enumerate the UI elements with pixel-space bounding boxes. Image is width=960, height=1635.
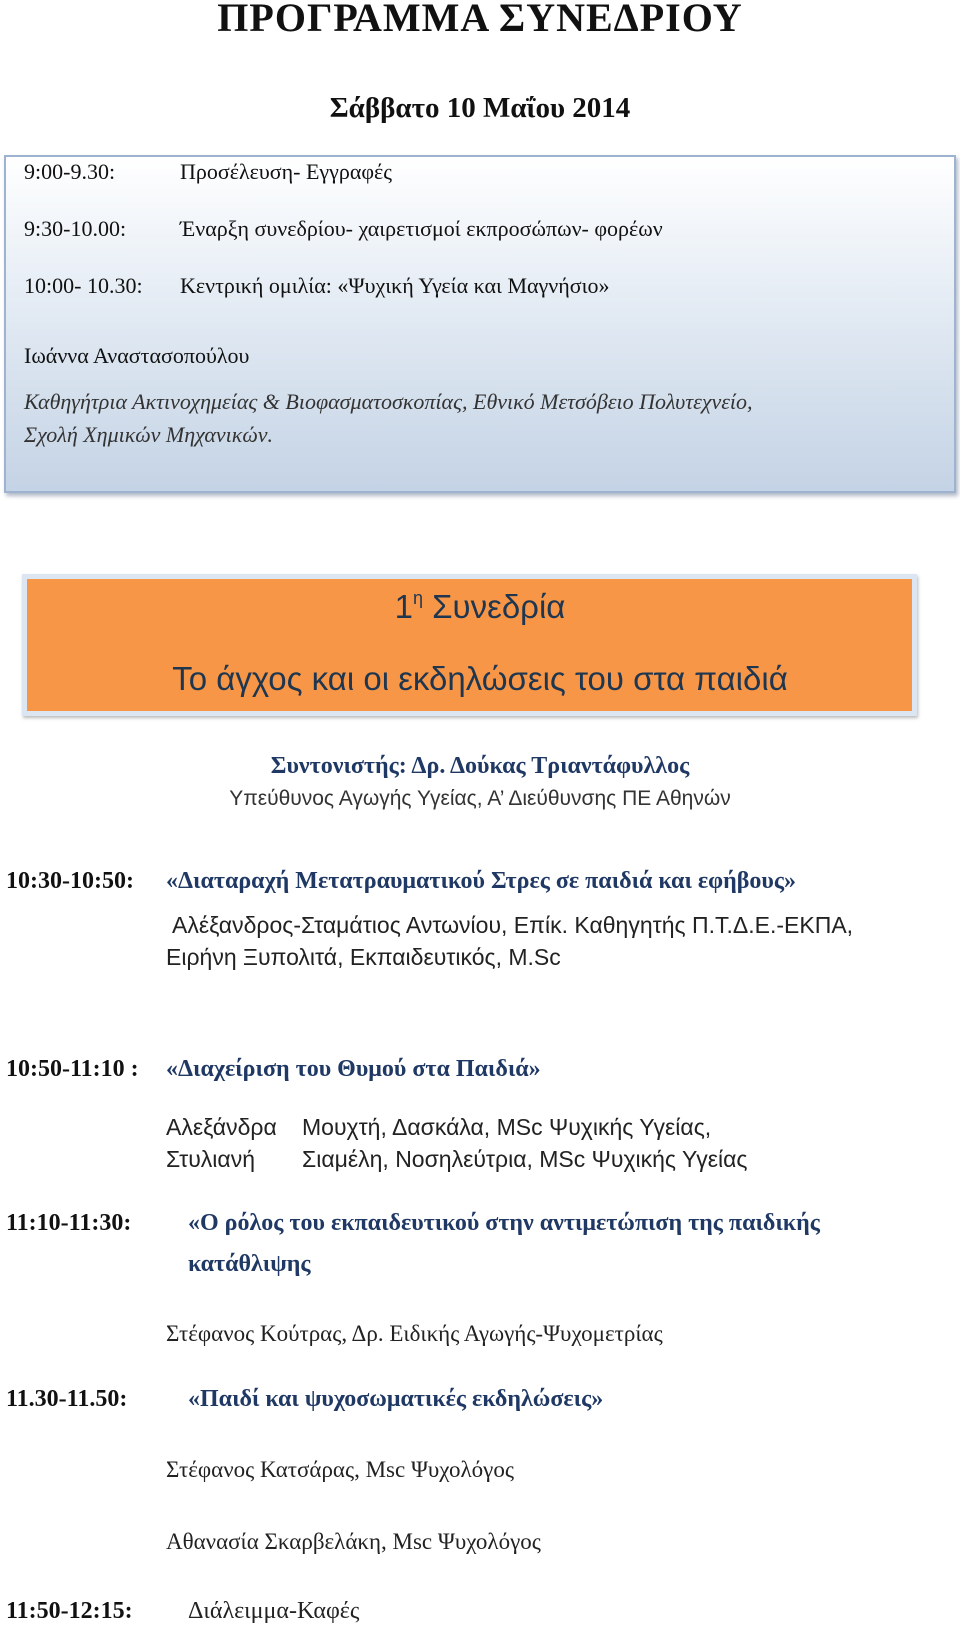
opening-text-3: Κεντρική ομιλία: «Ψυχική Υγεία και Μαγνήσιο» bbox=[180, 273, 610, 298]
coordinator-prefix: Συντονιστής: bbox=[270, 753, 412, 779]
speaker-first-name: Αλεξάνδρα bbox=[166, 1114, 277, 1140]
opening-text-2: Έναρξη συνεδρίου- χαιρετισμοί εκπροσώπων- φορέων bbox=[180, 216, 663, 241]
talk-speaker: Αθανασία Σκαρβελάκη, Msc Ψυχολόγος bbox=[166, 1529, 541, 1554]
talk-time: 11:10-11:30: bbox=[6, 1210, 132, 1236]
keynote-speaker: Ιωάννα Αναστασοπούλου bbox=[24, 343, 250, 368]
break-title: Διάλειμμα-Καφές bbox=[188, 1598, 360, 1624]
session-heading bbox=[0, 588, 960, 626]
keynote-affiliation-line2: Σχολή Χημικών Μηχανικών. bbox=[24, 422, 273, 447]
talk-speaker: Αλέξανδρος-Σταμάτιος Αντωνίου, Επίκ. Καθηγητής Π.Τ.Δ.Ε.-ΕΚΠΑ, bbox=[172, 912, 854, 938]
talk-speaker: Στέφανος Κατσάρας, Msc Ψυχολόγος bbox=[166, 1457, 514, 1482]
event-date: Σάββατο 10 Μαΐου 2014 bbox=[329, 92, 631, 124]
coordinator-name: Δρ. Δούκας Τριαντάφυλλος bbox=[411, 753, 690, 779]
talk-speaker: Στέφανος Κούτρας, Δρ. Ειδικής Αγωγής-Ψυχομετρίας bbox=[166, 1321, 663, 1346]
talk-title: «Διαχείριση του Θυμού στα Παιδιά» bbox=[166, 1056, 541, 1082]
opening-time-3: 10:00- 10.30: bbox=[24, 273, 143, 298]
talk-title: «Παιδί και ψυχοσωματικές εκδηλώσεις» bbox=[188, 1386, 604, 1412]
speaker-details: Μουχτή, Δασκάλα, MSc Ψυχικής Υγείας, bbox=[302, 1114, 712, 1140]
page-title: ΠΡΟΓΡΑΜΜΑ ΣΥΝΕΔΡΙΟΥ bbox=[217, 0, 743, 40]
speaker-details: Σιαμέλη, Νοσηλεύτρια, MSc Ψυχικής Υγείας bbox=[302, 1146, 748, 1172]
talk-title: «Ο ρόλος του εκπαιδευτικού στην αντιμετώπιση της παιδικής bbox=[188, 1210, 820, 1236]
talk-time: 10:30-10:50: bbox=[6, 868, 134, 894]
opening-time-1: 9:00-9.30: bbox=[24, 159, 116, 184]
talk-time: 10:50-11:10 : bbox=[6, 1056, 139, 1082]
keynote-affiliation-line1: Καθηγήτρια Ακτινοχημείας & Βιοφασματοσκοπίας, Εθνικό Μετσόβειο Πολυτεχνείο, bbox=[24, 389, 753, 414]
opening-time-2: 9:30-10.00: bbox=[24, 216, 127, 241]
talk-time: 11.30-11.50: bbox=[6, 1386, 128, 1412]
speaker-first-name: Στυλιανή bbox=[166, 1146, 255, 1172]
session-number: 1 bbox=[394, 588, 413, 625]
talk-speaker: Ειρήνη Ξυπολιτά, Εκπαιδευτικός, M.Sc bbox=[166, 944, 561, 970]
session-number-suffix: η bbox=[412, 588, 423, 608]
opening-text-1: Προσέλευση- Εγγραφές bbox=[180, 159, 392, 184]
session-title: Το άγχος και οι εκδηλώσεις του στα παιδιά bbox=[172, 660, 788, 697]
break-time: 11:50-12:15: bbox=[6, 1598, 133, 1624]
talk-title: «Διαταραχή Μετατραυματικού Στρες σε παιδιά και εφήβους» bbox=[166, 868, 796, 894]
session-label: Συνεδρία bbox=[432, 588, 566, 625]
talk-title: κατάθλιψης bbox=[188, 1251, 311, 1277]
coordinator bbox=[0, 753, 960, 780]
coordinator-role: Υπεύθυνος Αγωγής Υγείας, Α’ Διεύθυνσης ΠΕ Αθηνών bbox=[229, 787, 731, 810]
